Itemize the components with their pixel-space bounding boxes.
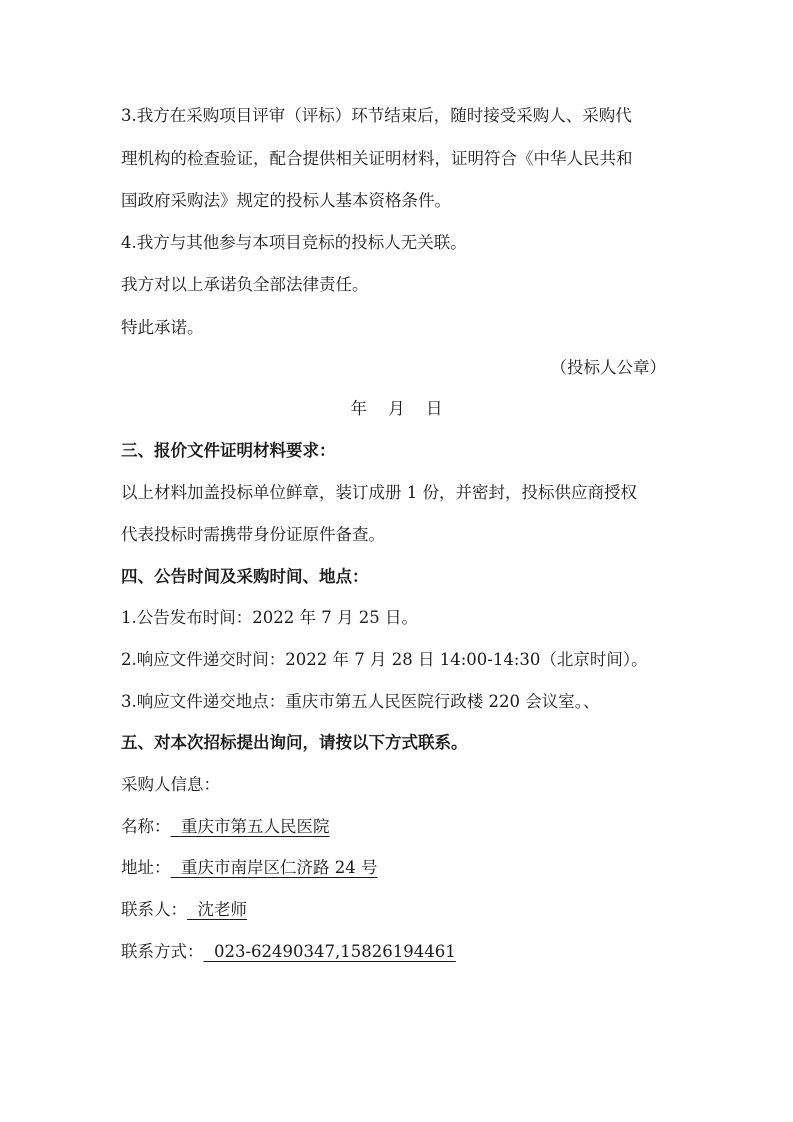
phone-label: 联系方式： bbox=[121, 942, 204, 961]
address-value: 重庆市南岸区仁济路 24 号 bbox=[170, 858, 378, 877]
section3-body-line2: 代表投标时需携带身份证原件备查。 bbox=[121, 525, 385, 544]
commitment-item3-line2: 理机构的检查验证，配合提供相关证明材料，证明符合《中华人民共和 bbox=[121, 149, 633, 168]
commitment-item4: 4.我方与其他参与本项目竞标的投标人无关联。 bbox=[121, 233, 467, 252]
purchaser-contact-row bbox=[121, 898, 681, 922]
address-label: 地址： bbox=[121, 858, 171, 877]
section4-item1: 1.公告发布时间：2022 年 7 月 25 日。 bbox=[121, 608, 418, 627]
section4-item2: 2.响应文件递交时间：2022 年 7 月 28 日 14:00-14:30（北京时间）。 bbox=[121, 650, 648, 669]
commitment-item3-line3: 国政府采购法》规定的投标人基本资格条件。 bbox=[121, 191, 451, 210]
date-line bbox=[0, 397, 793, 421]
section4-heading: 四、公告时间及采购时间、地点： bbox=[121, 567, 369, 586]
contact-value: 沈老师 bbox=[187, 900, 247, 919]
closing-statement: 特此承诺。 bbox=[121, 318, 204, 337]
liability-statement: 我方对以上承诺负全部法律责任。 bbox=[121, 275, 369, 294]
purchaser-address-row bbox=[121, 856, 681, 880]
section3-heading: 三、报价文件证明材料要求： bbox=[121, 441, 336, 460]
purchaser-phone-row bbox=[121, 940, 681, 964]
name-value: 重庆市第五人民医院 bbox=[170, 817, 330, 836]
date-month: 月 bbox=[388, 399, 405, 418]
seal-label: （投标人公章） bbox=[550, 358, 666, 377]
purchaser-info-label: 采购人信息： bbox=[121, 775, 220, 794]
date-day: 日 bbox=[426, 399, 443, 418]
date-year: 年 bbox=[350, 399, 367, 418]
contact-label: 联系人： bbox=[121, 900, 187, 919]
purchaser-name-row bbox=[121, 815, 681, 839]
name-label: 名称： bbox=[121, 817, 171, 836]
section4-item3: 3.响应文件递交地点：重庆市第五人民医院行政楼 220 会议室。、 bbox=[121, 692, 600, 711]
section3-body-line1: 以上材料加盖投标单位鲜章，装订成册 1 份，并密封，投标供应商授权 bbox=[121, 483, 637, 502]
section5-heading: 五、对本次招标提出询问，请按以下方式联系。 bbox=[121, 733, 468, 752]
phone-value: 023-62490347,15826194461 bbox=[203, 942, 456, 961]
commitment-item3-line1: 3.我方在采购项目评审（评标）环节结束后，随时接受采购人、采购代 bbox=[121, 106, 632, 125]
